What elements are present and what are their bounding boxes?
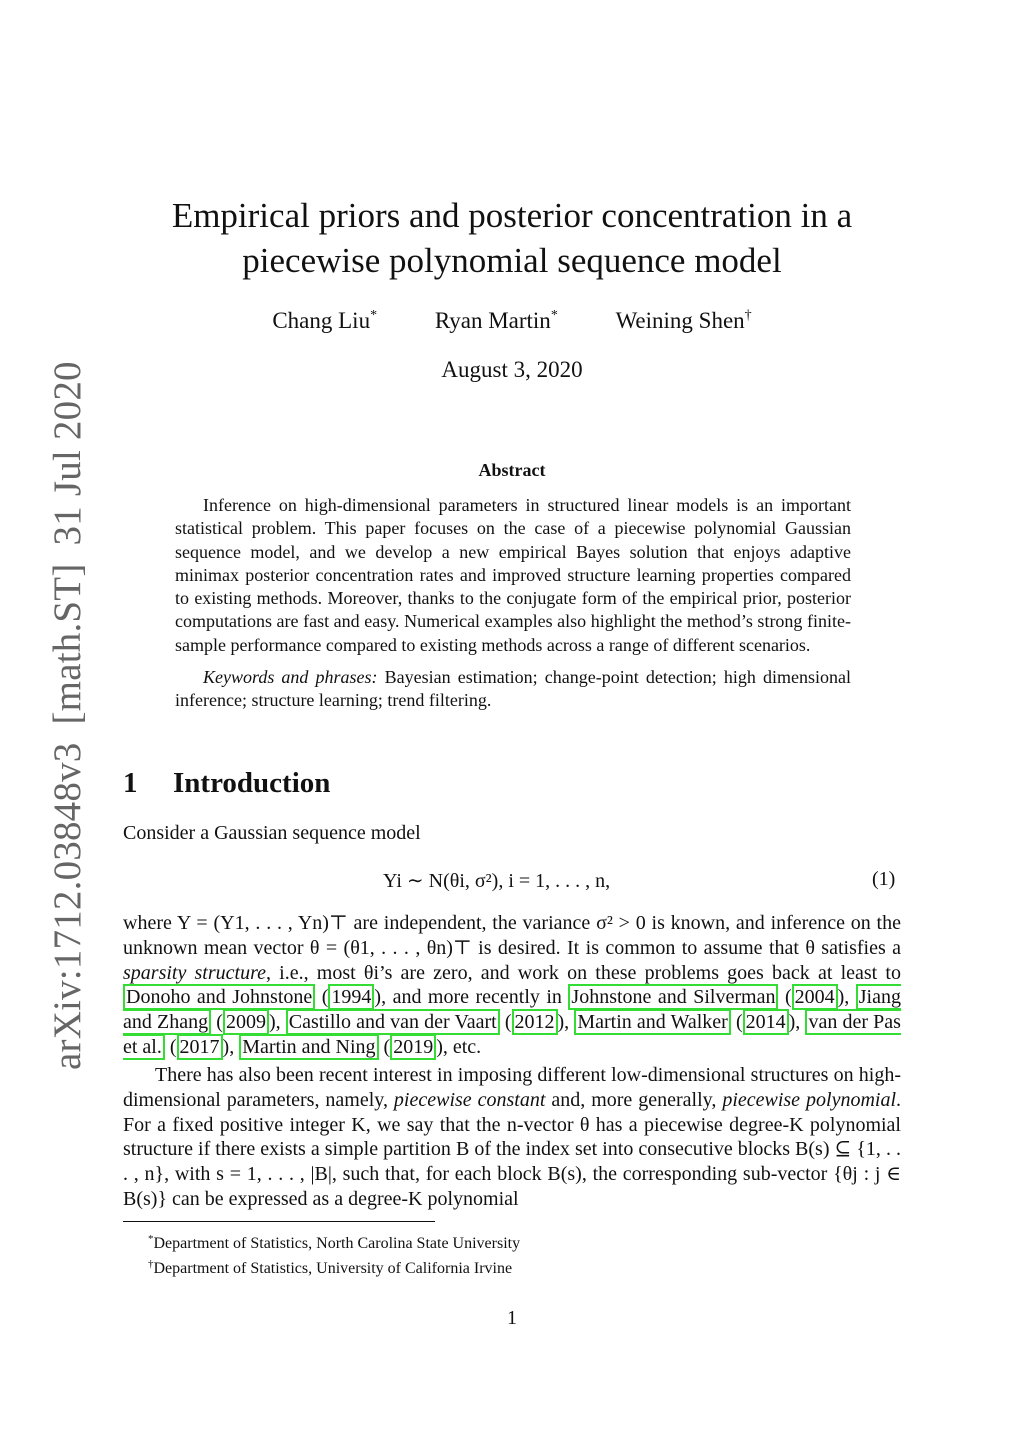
equation-body: Yi ∼ N(θi, σ²), i = 1, . . . , n, (383, 870, 611, 892)
citation-link[interactable]: Jiang and Zhang (123, 986, 901, 1034)
keywords-label: Keywords and phrases: (203, 667, 378, 688)
arxiv-category: [math.ST] (46, 563, 89, 725)
citation-link[interactable]: Johnstone and Silverman (568, 984, 778, 1010)
author-name: Ryan Martin (434, 308, 551, 333)
author-mark: * (550, 308, 558, 323)
paper-title (0, 193, 1024, 283)
paragraph-text: where Y = (Y1, . . . , Yn)⊤ are independent, the variance σ² > 0 is known, and inference on the unknown mean vector θ = (θ1, . . . , θn)⊤ is desired. It is common to assume that θ satisfies a (123, 912, 901, 959)
author-list (0, 308, 1024, 334)
author-name: Weining Shen (615, 308, 745, 333)
citation-year-link[interactable]: 2017 (177, 1034, 223, 1060)
keywords (175, 666, 851, 713)
citation-year-link[interactable]: 2012 (512, 1009, 558, 1035)
title-line-1: Empirical priors and posterior concentration in a (171, 196, 853, 235)
equation-number: (1) (872, 868, 896, 890)
paragraph: where Y = (Y1, . . . , Yn)⊤ are independent, the variance σ² > 0 is known, and inference on the unknown mean vector θ = (θ1, . . . , θn)⊤ is desired. It is common to assume that θ satisfies a sparsity structure, i.e., most θi’s are zero, and work on these problems goes back at least to Donoho and Johnstone ( 1994 ), and more recently in Johnstone and Silverman ( 2004 ), Jiang and Zhang ( 2009 ), Castillo and van der Vaart ( 2012 ), Martin and Walker ( 2014 ), van der Pas et al. ( 2017 ), Martin and Ning ( 2019 ), etc. (123, 912, 901, 1058)
abstract (175, 494, 851, 713)
citation-link[interactable]: Castillo and van der Vaart (286, 1009, 500, 1035)
author-name: Chang Liu (272, 308, 371, 333)
emphasis: sparsity structure (123, 961, 266, 984)
author-mark: † (744, 308, 752, 323)
abstract-heading: Abstract (478, 460, 546, 480)
title-line-2: piecewise polynomial sequence model (242, 241, 782, 280)
paragraph-text: . For a fixed positive integer K, we say that the n-vector θ has a piecewise degree-K polynomial structure if there exists a simple partition B of the index set into consecutive blocks B(s) ⊆ {1, . . . , n}, with s = 1, . . . , |B|, such that, for each block B(s), the corresponding sub-vector {θj : j ∈ B(s)} can be expressed as a degree-K polynomial (123, 1088, 902, 1210)
citation-year-link[interactable]: 1994 (328, 984, 374, 1010)
citation-link[interactable]: Martin and Walker (574, 1009, 731, 1035)
citation-year-link[interactable]: 2019 (390, 1034, 436, 1060)
citation-year-link[interactable]: 2009 (223, 1009, 269, 1035)
paragraph-text: There has also been recent interest in imposing different low-dimensional structures on high-dimensional parameters, namely, (123, 1064, 901, 1111)
author (435, 308, 558, 334)
citation-year-link[interactable]: 2004 (792, 984, 838, 1010)
paragraph-text: , and more recently in (381, 986, 569, 1009)
intro-sentence (123, 821, 901, 846)
page-number: 1 (507, 1307, 517, 1329)
keywords-text: Bayesian estimation; change-point detection; high dimensional inference; structure learning; trend filtering. (175, 667, 851, 711)
arxiv-id: arXiv:1712.03848v3 (46, 742, 89, 1070)
footnote-text: Department of Statistics, University of California Irvine (153, 1260, 513, 1277)
footnotes (148, 1229, 520, 1279)
paper-date: August 3, 2020 (441, 357, 583, 382)
author (272, 308, 377, 334)
emphasis: piecewise polynomial (722, 1088, 897, 1111)
footnote (148, 1254, 520, 1279)
citation-link[interactable]: Martin and Ning (239, 1034, 378, 1060)
abstract-text: Inference on high-dimensional parameters in structured linear models is an important statistical problem. This paper focuses on the case of a piecewise polynomial Gaussian sequence model, and we develop a new empirical Bayes solution that enjoys adaptive minimax posterior concentration rates and improved structure learning properties compared to existing methods. Moreover, thanks to the conjugate form of the empirical prior, posterior computations are fast and easy. Numerical examples also highlight the method’s strong finite-sample performance compared to existing methods across a range of different scenarios. (175, 495, 851, 655)
section-heading (123, 767, 330, 800)
citation-year-link[interactable]: 2014 (743, 1009, 789, 1035)
paragraph-text: , i.e., most θi’s are zero, and work on these problems goes back at least to (266, 961, 901, 984)
footnote-mark: † (148, 1258, 154, 1270)
paragraph-text: Consider a Gaussian sequence model (123, 822, 421, 844)
paragraph-text: , etc. (442, 1035, 482, 1058)
arxiv-date: 31 Jul 2020 (46, 361, 89, 546)
footnote-mark: * (148, 1233, 154, 1245)
footnote-rule (123, 1221, 435, 1222)
citation-link[interactable]: van der Pas et al. (123, 1011, 901, 1058)
paragraph-text: and, more generally, (545, 1088, 723, 1111)
author (616, 308, 752, 334)
section-title: Introduction (173, 767, 331, 799)
citation-link[interactable]: Donoho and Johnstone (123, 984, 315, 1010)
emphasis: piecewise constant (393, 1088, 546, 1111)
author-mark: * (370, 308, 378, 323)
footnote (148, 1229, 520, 1254)
section-number: 1 (123, 767, 138, 799)
footnote-text: Department of Statistics, North Carolina State University (153, 1235, 521, 1252)
paragraph (123, 1063, 901, 1212)
